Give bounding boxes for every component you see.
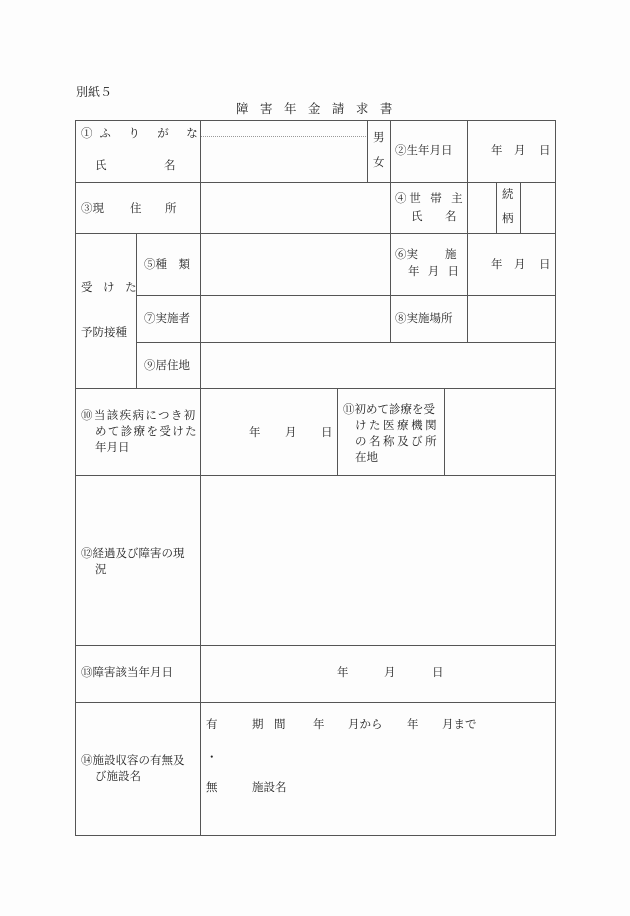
page-title: 障 害 年 金 請 求 書 xyxy=(236,101,397,116)
facility-year-from-unit: 年 xyxy=(313,717,325,731)
address-label-b: 住 xyxy=(130,201,142,215)
row-divider xyxy=(75,702,556,703)
border-right xyxy=(555,120,556,836)
birthdate-input[interactable] xyxy=(468,121,555,182)
first-clinic-input[interactable] xyxy=(445,389,555,475)
facility-period-label: 期 間 xyxy=(252,717,290,731)
first-visit-date-input[interactable] xyxy=(201,389,337,475)
facility-year-to-unit: 年 xyxy=(407,717,419,731)
vaccination-group-line1: 受 け た xyxy=(81,280,141,294)
first-visit-year-unit: 年 xyxy=(249,425,261,439)
vaccination-place-input[interactable] xyxy=(468,296,555,342)
progress-label-line1: ⑫経過及び障害の現 xyxy=(81,546,185,560)
facility-label-line2: び施設名 xyxy=(95,769,141,783)
name-label-a: 氏 xyxy=(95,158,107,172)
relation-label-b: 柄 xyxy=(502,211,514,225)
householder-label-b: 名 xyxy=(445,209,457,223)
vaccination-date-input[interactable] xyxy=(468,234,555,295)
birth-day-unit: 日 xyxy=(539,143,551,157)
first-visit-date-label-line1: ⑩当該疾病につき初 xyxy=(81,408,197,422)
disability-year-unit: 年 xyxy=(337,665,349,679)
facility-yes-option[interactable]: 有 xyxy=(206,717,218,731)
vaccine-type-input[interactable] xyxy=(201,234,390,295)
relation-input[interactable] xyxy=(521,183,555,233)
progress-label-line2: 況 xyxy=(95,562,107,576)
administrator-input[interactable] xyxy=(201,296,390,342)
border-left xyxy=(75,120,76,836)
vaccine-type-label: ⑤種 類 xyxy=(144,257,190,271)
first-visit-day-unit: 日 xyxy=(321,425,333,439)
facility-option-separator: ・ xyxy=(206,750,218,764)
col-divider xyxy=(496,182,497,233)
furigana-input[interactable] xyxy=(201,121,367,136)
name-label-b: 名 xyxy=(164,158,176,172)
vaccination-date-label-line2: 年 月 日 xyxy=(408,264,462,278)
vaccination-group-line2: 予防接種 xyxy=(81,325,127,339)
disability-month-unit: 月 xyxy=(384,665,396,679)
vaccination-year-unit: 年 xyxy=(491,257,503,271)
facility-name-input[interactable] xyxy=(295,775,553,815)
birthdate-label: ②生年月日 xyxy=(395,143,453,157)
administrator-label: ⑦実施者 xyxy=(144,311,190,325)
vaccination-month-unit: 月 xyxy=(514,257,526,271)
address-label-c: 所 xyxy=(165,201,177,215)
sex-female-option[interactable]: 女 xyxy=(373,155,385,169)
disability-date-label: ⑬障害該当年月日 xyxy=(81,665,173,679)
facility-no-option[interactable]: 無 xyxy=(206,780,218,794)
facility-label-line1: ⑭施設収容の有無及 xyxy=(81,753,185,767)
householder-label: ④世 帯 主 xyxy=(395,191,466,205)
vaccination-date-label-a: ⑥実 xyxy=(395,247,418,261)
relation-label-a: 続 xyxy=(502,187,514,201)
disability-day-unit: 日 xyxy=(432,665,444,679)
vaccination-day-unit: 日 xyxy=(539,257,551,271)
vaccination-date-label-b: 施 xyxy=(445,247,457,261)
col-divider xyxy=(337,388,338,475)
col-divider xyxy=(367,120,368,182)
progress-input[interactable] xyxy=(201,476,555,645)
residence-input[interactable] xyxy=(201,343,555,388)
birth-month-unit: 月 xyxy=(514,143,526,157)
birth-year-unit: 年 xyxy=(491,143,503,157)
name-input[interactable] xyxy=(201,137,367,182)
disability-date-input[interactable] xyxy=(201,646,555,702)
vaccination-place-label: ⑧実施場所 xyxy=(395,311,453,325)
first-visit-date-label-line3: 年月日 xyxy=(95,440,130,454)
first-clinic-label-line2: けた医療機関 xyxy=(355,418,440,432)
col-divider xyxy=(390,120,391,342)
address-input[interactable] xyxy=(201,183,390,233)
first-clinic-label-line4: 在地 xyxy=(355,450,378,464)
first-clinic-label-line3: の名称及び所 xyxy=(355,434,440,448)
furigana-label: ①ふ り が な xyxy=(81,126,205,140)
border-bottom xyxy=(75,835,556,836)
first-clinic-label-line1: ⑪初めて診療を受 xyxy=(343,402,435,416)
address-label-a: ③現 xyxy=(81,201,104,215)
first-visit-date-label-line2: めて診療を受けた xyxy=(95,424,199,438)
facility-month-to-unit: 月まで xyxy=(442,717,477,731)
residence-label: ⑨居住地 xyxy=(144,358,190,372)
householder-input[interactable] xyxy=(468,183,496,233)
sex-male-option[interactable]: 男 xyxy=(373,130,385,144)
first-visit-month-unit: 月 xyxy=(285,425,297,439)
facility-name-label: 施設名 xyxy=(252,780,287,794)
attachment-label: 別紙５ xyxy=(76,85,113,99)
col-divider xyxy=(136,233,137,388)
householder-label-a: 氏 xyxy=(411,209,423,223)
facility-month-from-unit: 月から xyxy=(348,717,383,731)
